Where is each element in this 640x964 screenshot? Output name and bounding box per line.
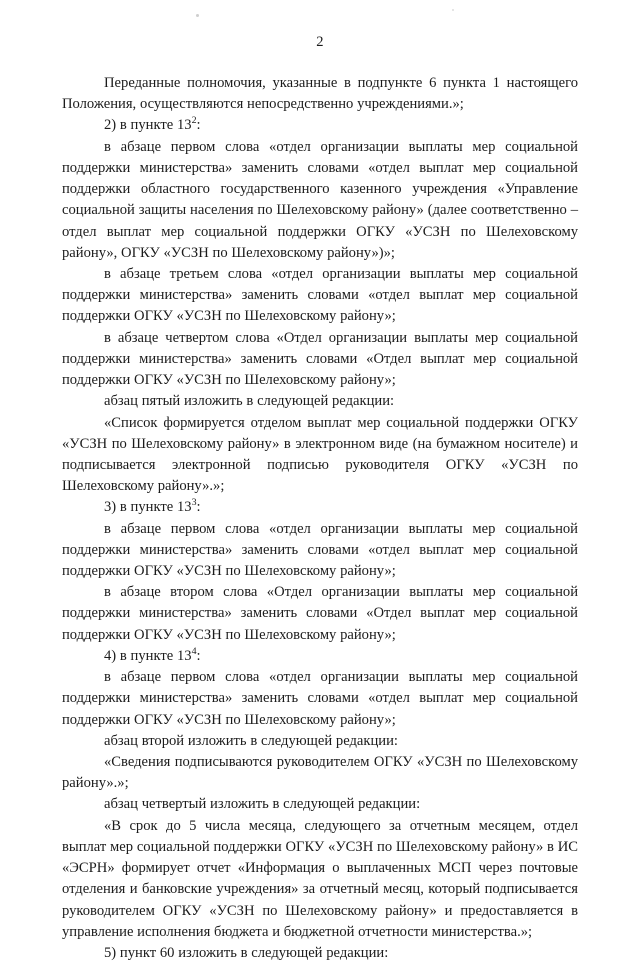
- paragraph: «Список формируется отделом выплат мер социальной поддержки ОГКУ «УСЗН по Шелеховскому району» в электронном виде (на бумажном носителе) и подписывается электронной подписью руководителя ОГКУ «УСЗН по Шелеховскому району».»;: [62, 414, 578, 495]
- paragraph: абзац четвертый изложить в следующей редакции:: [104, 796, 421, 813]
- superscript: 4: [191, 646, 197, 658]
- paragraph-text: 3) в пункте 13: [104, 499, 192, 516]
- paragraph-text-tail: :: [196, 117, 201, 134]
- paragraph-text: 2) в пункте 13: [104, 117, 192, 134]
- superscript: 3: [191, 497, 197, 509]
- paragraph-text-tail: :: [196, 499, 201, 516]
- paragraph: в абзаце третьем слова «отдел организации выплаты мер социальной поддержки министерства» заменить словами «отдел выплат мер социальной поддержки ОГКУ «УСЗН по Шелеховскому району»;: [62, 265, 578, 325]
- paragraph: в абзаце первом слова «отдел организации выплаты мер социальной поддержки министерства» заменить словами «отдел выплат мер социальной поддержки ОГКУ «УСЗН по Шелеховскому району»;: [62, 669, 578, 728]
- paragraph-text: 4) в пункте 13: [104, 647, 192, 664]
- paragraph: Переданные полномочия, указанные в подпункте 6 пункта 1 настоящего Положения, осуществляются непосредственно учреждениями.»;: [62, 75, 578, 113]
- superscript: 2: [191, 115, 197, 127]
- paragraph: в абзаце первом слова «отдел организации выплаты мер социальной поддержки министерства» заменить словами «отдел выплат мер социальной поддержки ОГКУ «УСЗН по Шелеховскому району»;: [62, 520, 578, 580]
- scan-speck-icon: [196, 14, 199, 17]
- paragraph: [62, 115, 578, 136]
- paragraph: абзац второй изложить в следующей редакции:: [104, 732, 398, 749]
- scan-speck-icon: [452, 9, 454, 11]
- page-number: 2: [316, 34, 324, 50]
- paragraph: [62, 497, 578, 518]
- paragraph: [62, 646, 578, 667]
- paragraph: 5) пункт 60 изложить в следующей редакции:: [104, 944, 389, 961]
- document-body: [62, 73, 578, 964]
- paragraph: абзац пятый изложить в следующей редакции:: [104, 393, 395, 410]
- paragraph: в абзаце четвертом слова «Отдел организации выплаты мер социальной поддержки министерства» заменить словами «Отдел выплат мер социальной поддержки ОГКУ «УСЗН по Шелеховскому району»;: [62, 329, 578, 389]
- paragraph-text-tail: :: [196, 647, 201, 664]
- paragraph: в абзаце первом слова «отдел организации выплаты мер социальной поддержки министерства» заменить словами «отдел выплат мер социальной поддержки областного государственного казенного учреждения «Управление социальной защиты населения по Шелеховскому району» (далее соответственно – отдел выплат мер социальной поддержки ОГКУ «УСЗН по Шелеховскому району», ОГКУ «УСЗН по Шелеховскому району»)»;: [62, 138, 578, 261]
- paragraph: в абзаце втором слова «Отдел организации выплаты мер социальной поддержки министерства» заменить словами «Отдел выплат мер социальной поддержки ОГКУ «УСЗН по Шелеховскому району»;: [62, 584, 578, 643]
- paragraph: «В срок до 5 числа месяца, следующего за отчетным месяцем, отдел выплат мер социальной поддержки ОГКУ «УСЗН по Шелеховскому району» в ИС «ЭСРН» формирует отчет «Информация о выплаченных МСП через почтовые отделения и банковские учреждения» за отчетный месяц, который подписывается руководителем ОГКУ «УСЗН по Шелеховскому району» и предоставляется в управление исполнения бюджета и бюджетной отчетности министерства.»;: [62, 817, 578, 940]
- paragraph: «Сведения подписываются руководителем ОГКУ «УСЗН по Шелеховскому району».»;: [62, 754, 578, 792]
